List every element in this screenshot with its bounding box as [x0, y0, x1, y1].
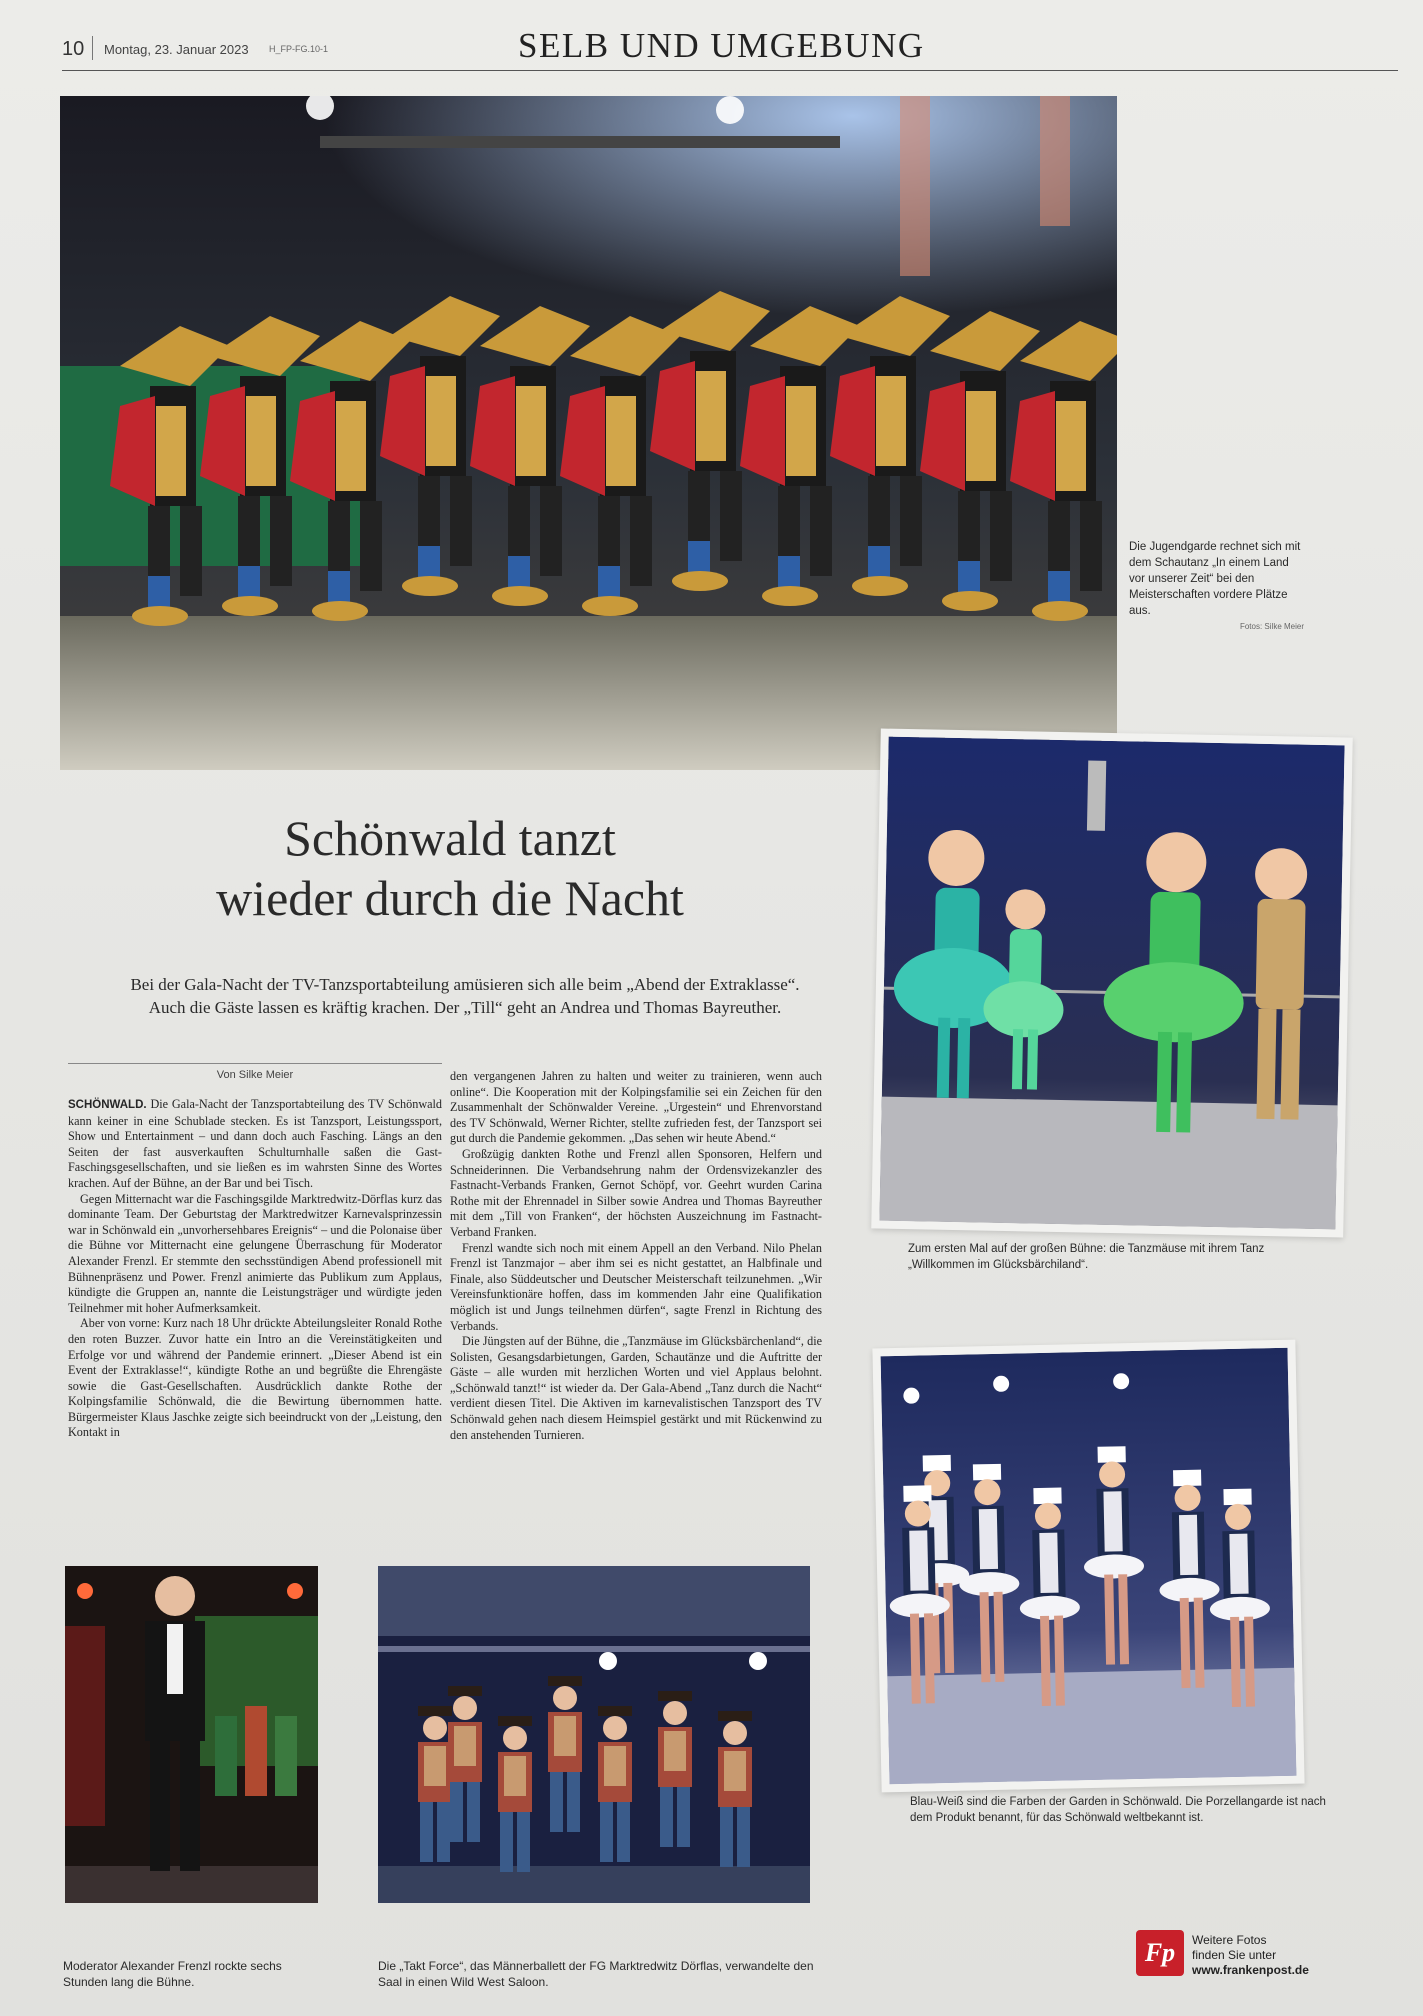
article-column-2: [450, 1069, 822, 1443]
article-column-1: [68, 1097, 442, 1441]
headline-line-2: wieder durch die Nacht: [216, 870, 684, 926]
caption-tanzmaeuse: Zum ersten Mal auf der großen Bühne: die Tanzmäuse mit ihrem Tanz „Willkommen im Glücksbärchiland“.: [908, 1243, 1265, 1271]
photo-tanzmaeuse: [879, 737, 1344, 1230]
byline: Von Silke Meier: [68, 1069, 442, 1081]
page-header: [62, 26, 1398, 72]
caption-jugendgarde-text: Die Jugendgarde rechnet sich mit dem Schautanz „In einem Land vor unserer Zeit“ bei den Meisterschaften vordere Plätze aus.: [1129, 541, 1301, 617]
paragraph: Gegen Mitternacht war die Faschingsgilde Marktredwitz-Dörflas kurz das dominante Team. Der Geburtstag der Marktredwitzer Karnevalsprinzessin war in Schönwald ein „unvorhersehbares Ereignis“ – und die Polonaise über die Bühne vor Mitternacht eine gelungene Überraschung für Moderator Alexander Frenzl. Er stemmte den sechsstündigen Abend professionell mit Bühnenpräsenz und Power. Frenzl animierte das Publikum zum Applaus, kündigte die Gruppen an, nannte die Leistungsträger und würdigte jeden Teilnehmer mit hoher Aufmerksamkeit.: [68, 1191, 442, 1315]
paragraph: den vergangenen Jahren zu halten und weiter zu trainieren, wenn auch online“. Die Kooperation mit der Kolpingsfamilie sei ein Zeichen für den Zusammenhalt der Schönwalder Vereine. „Urgestein“ und Ehrenvorstand des TV Schönwald, Werner Richter, stellte zufrieden fest, der Tanzsport sei gut durch die Pandemie gekommen. „Das sehen wir heute Abend.“: [450, 1069, 822, 1146]
photo-moderator: [65, 1566, 318, 1903]
caption-takt-force: Die „Takt Force“, das Männerballett der FG Marktredwitz Dörflas, verwandelte den Saal in einen Wild West Saloon.: [378, 1959, 814, 1989]
page-number: 10: [62, 38, 85, 60]
more-photos-promo[interactable]: [1192, 1933, 1342, 1978]
promo-line-1: Weitere Fotos: [1192, 1933, 1267, 1947]
paragraph: Frenzl wandte sich noch mit einem Appell an den Verband. Nilo Phelan Frenzl ist Tanzmajor – aber ihm sei es nicht gestattet, an Halbfinale und Finale, also Süddeutscher und Deutscher Meisterschaft teilzunehmen. „Wir Vereinsfunktionäre hoffen, dass im kommenden Jahr eine Qualifikation möglich ist und Jungs teilnehmen dürfen“, sagte Frenzl in Richtung des Verbands.: [450, 1240, 822, 1333]
paragraph: Die Jüngsten auf der Bühne, die „Tanzmäuse im Glücksbärchenland“, die Solisten, Gesangsdarbietungen, Garden, Schautänze und die Auftritte der Gäste – alle wurden mit herzlichen Worten und viel Applaus belohnt. „Schönwald tanzt!“ ist wieder da. Der Gala-Abend „Tanz durch die Nacht“ verdient diesen Titel. Die Aktiven im karnevalistischen Tanzsport des TV Schönwald gehen nach diesem Heimspiel gestärkt und mit Rückenwind zu den anstehenden Turnieren.: [450, 1334, 822, 1442]
header-rule: [62, 70, 1398, 71]
photo-takt-force-image: [378, 1566, 810, 1903]
caption-moderator: Moderator Alexander Frenzl rockte sechs Stunden lang die Bühne.: [63, 1959, 282, 1989]
header-separator: [92, 36, 93, 60]
headline-line-1: Schönwald tanzt: [284, 810, 616, 866]
photo-jugendgarde-image: [60, 96, 1117, 770]
teaser-line-1: Bei der Gala-Nacht der TV-Tanzsportabteilung amüsieren sich alle beim „Abend der Extraklasse“.: [130, 975, 800, 994]
photo-credit: Fotos: Silke Meier: [1239, 622, 1304, 631]
photo-jugendgarde: [60, 96, 1117, 770]
photo-garde: [881, 1348, 1297, 1784]
photo-garde-image: [881, 1348, 1297, 1784]
frankenpost-logo: Fp: [1136, 1930, 1184, 1976]
paragraph-text: Die Gala-Nacht der Tanzsportabteilung des TV Schönwald kann keiner in eine Schublade stecken. Es ist Tanzsport, Leistungssport, Show und Entertainment – und dann doch auch Fasching. Längs an den Seiten der fast ausverkauften Schulturnhalle saßen die Gast-Faschingsgesellschaften, und sie ließen es im wahrsten Sinne des Wortes krachen. Auf der Bühne, an der Bar und bei Tisch.: [68, 1097, 443, 1190]
photo-takt-force: [378, 1566, 810, 1903]
caption-garde: Blau-Weiß sind die Farben der Garden in Schönwald. Die Porzellangarde ist nach dem Produkt benannt, für das Schönwald weltbekannt ist.: [910, 1796, 1326, 1824]
promo-line-2: finden Sie unter: [1192, 1948, 1277, 1962]
teaser-line-2: Auch die Gäste lassen es kräftig krachen. Der „Till“ geht an Andrea und Thomas Bayreuther.: [148, 998, 782, 1017]
photo-moderator-image: [65, 1566, 318, 1903]
dateline: SCHÖNWALD.: [68, 1099, 147, 1111]
photo-tanzmaeuse-image: [879, 737, 1344, 1230]
edition-code: H_FP-FG.10-1: [269, 44, 329, 54]
issue-date: Montag, 23. Januar 2023: [104, 42, 249, 57]
paragraph: Aber von vorne: Kurz nach 18 Uhr drückte Abteilungsleiter Ronald Rothe den roten Buzzer. Zuvor hatte ein Intro an die Vereinstätigkeiten und Erfolge vor und während der Pandemie erinnert. „Dieser Abend ist ein Event der Extraklasse!“, kündigte Rothe an und begrüßte die Ehrengäste sowie die Gast-Gesellschaften. Ausdrücklich dankte Rothe der Kolpingsfamilie Schönwald, die die Bewirtung übernommen hatte. Bürgermeister Klaus Jaschke zeigte sich beeindruckt von der „Leistung, den Kontakt in: [68, 1316, 442, 1440]
paragraph: Großzügig dankten Rothe und Frenzl allen Sponsoren, Helfern und Schneiderinnen. Die Verbandsehrung nahm der Ordensvizekanzler des Fastnacht-Verbands Franken, Gernot Schöpf, vor. Geehrt wurden Carina Rothe mit der Ehrennadel in Silber sowie Andrea und Thomas Bayreuther mit dem „Till von Franken“, der höchsten Auszeichnung im Fastnacht-Verband Franken.: [450, 1146, 822, 1239]
article-teaser: [70, 973, 860, 1019]
section-title: SELB UND UMGEBUNG: [518, 26, 925, 65]
frankenpost-link[interactable]: www.frankenpost.de: [1192, 1963, 1309, 1977]
article-headline: [120, 808, 780, 928]
paragraph: [68, 1097, 442, 1192]
caption-jugendgarde: [1129, 539, 1304, 635]
